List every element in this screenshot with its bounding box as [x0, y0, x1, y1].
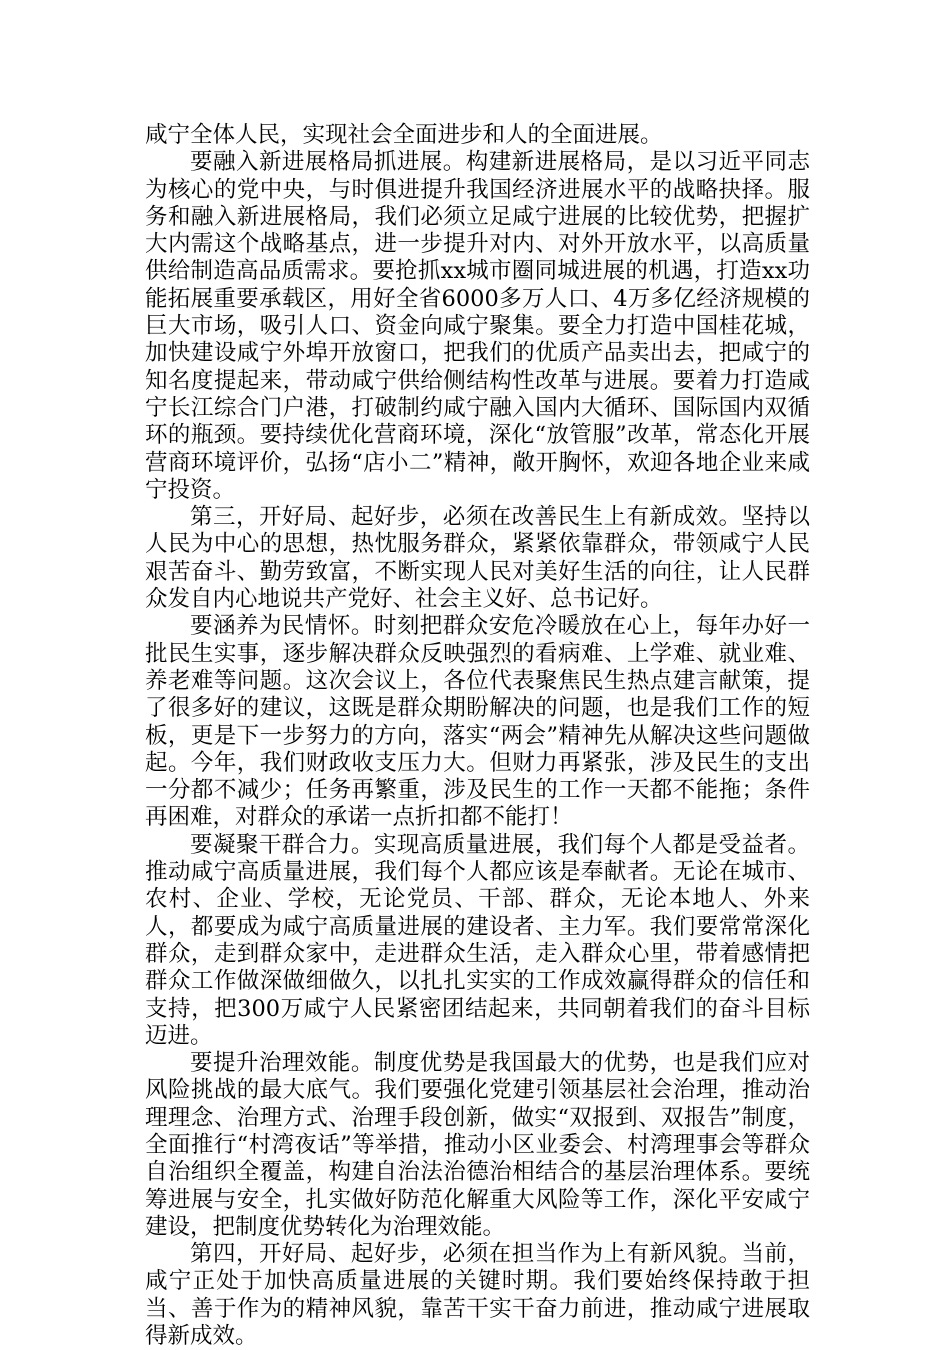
paragraph-cadre-mass-unity: 要凝聚干群合力。实现高质量进展，我们每个人都是受益者。推动咸宁高质量进展，我们每个人都应该是奉献者。无论在城市、农村、企业、学校，无论党员、干部、群众，无论本地人、外来人，都要成为咸宁高质量进展的建设者、主力军。我们要常常深化群众，走到群众家中，走进群众生活，走入群众心里，带着感情把群众工作做深做细做久，以扎扎实实的工作成效赢得群众的信任和支持，把300万咸宁人民紧密团结起来，共同朝着我们的奋斗目标迈进。 — [145, 831, 810, 1049]
document-body — [145, 122, 810, 1350]
paragraph-continuation: 咸宁全体人民，实现社会全面进步和人的全面进展。 — [145, 122, 663, 148]
paragraph-new-development-pattern: 要融入新进展格局抓进展。构建新进展格局，是以习近平同志为核心的党中央，与时俱进提升我国经济进展水平的战略抉择。服务和融入新进展格局，我们必须立足咸宁进展的比较优势，把握扩大内需这个战略基点，进一步提升对内、对外开放水平，以高质量供给制造高品质需求。要抢抓xx城市圈同城进展的机遇，打造xx功能拓展重要承载区，用好全省6000多万人口、4万多亿经济规模的巨大市场，吸引人口、资金向咸宁聚集。要全力打造中国桂花城，加快建设咸宁外埠开放窗口，把我们的优质产品卖出去，把咸宁的知名度提起来，带动咸宁供给侧结构性改革与进展。要着力打造咸宁长江综合门户港，打破制约咸宁融入国内大循环、国际国内双循环的瓶颈。要持续优化营商环境，深化“放管服”改革，常态化开展营商环境评价，弘扬“店小二”精神，敞开胸怀，欢迎各地企业来咸宁投资。 — [145, 149, 810, 503]
paragraph-people-care: 要涵养为民情怀。时刻把群众安危冷暖放在心上，每年办好一批民生实事，逐步解决群众反映强烈的看病难、上学难、就业难、养老难等问题。这次会议上，各位代表聚焦民生热点建言献策，提了很多好的建议，这既是群众期盼解决的问题，也是我们工作的短板，更是下一步努力的方向，落实“两会”精神先从解决这些问题做起。今年，我们财政收支压力大。但财力再紧张，涉及民生的支出一分都不减少；任务再繁重，涉及民生的工作一天都不能拖；条件再困难，对群众的承诺一点折扣都不能打！ — [145, 613, 810, 831]
paragraph-governance-efficiency: 要提升治理效能。制度优势是我国最大的优势，也是我们应对风险挑战的最大底气。我们要强化党建引领基层社会治理，推动治理理念、治理方式、治理手段创新，做实“双报到、双报告”制度，全面推行“村湾夜话”等举措，推动小区业委会、村湾理事会等群众自治组织全覆盖，构建自治法治德治相结合的基层治理体系。要统筹进展与安全，扎实做好防范化解重大风险等工作，深化平安咸宁建设，把制度优势转化为治理效能。 — [145, 1050, 810, 1240]
paragraph-fourth-responsibility: 第四，开好局、起好步，必须在担当作为上有新风貌。当前，咸宁正处于加快高质量进展的关键时期。我们要始终保持敢于担当、善于作为的精神风貌，靠苦干实干奋力前进，推动咸宁进展取得新成效。 — [145, 1241, 810, 1350]
paragraph-third-livelihood: 第三，开好局、起好步，必须在改善民生上有新成效。坚持以人民为中心的思想，热忱服务群众，紧紧依靠群众，带领咸宁人民艰苦奋斗、勤劳致富，不断实现人民对美好生活的向往，让人民群众发自内心地说共产党好、社会主义好、总书记好。 — [145, 504, 810, 613]
